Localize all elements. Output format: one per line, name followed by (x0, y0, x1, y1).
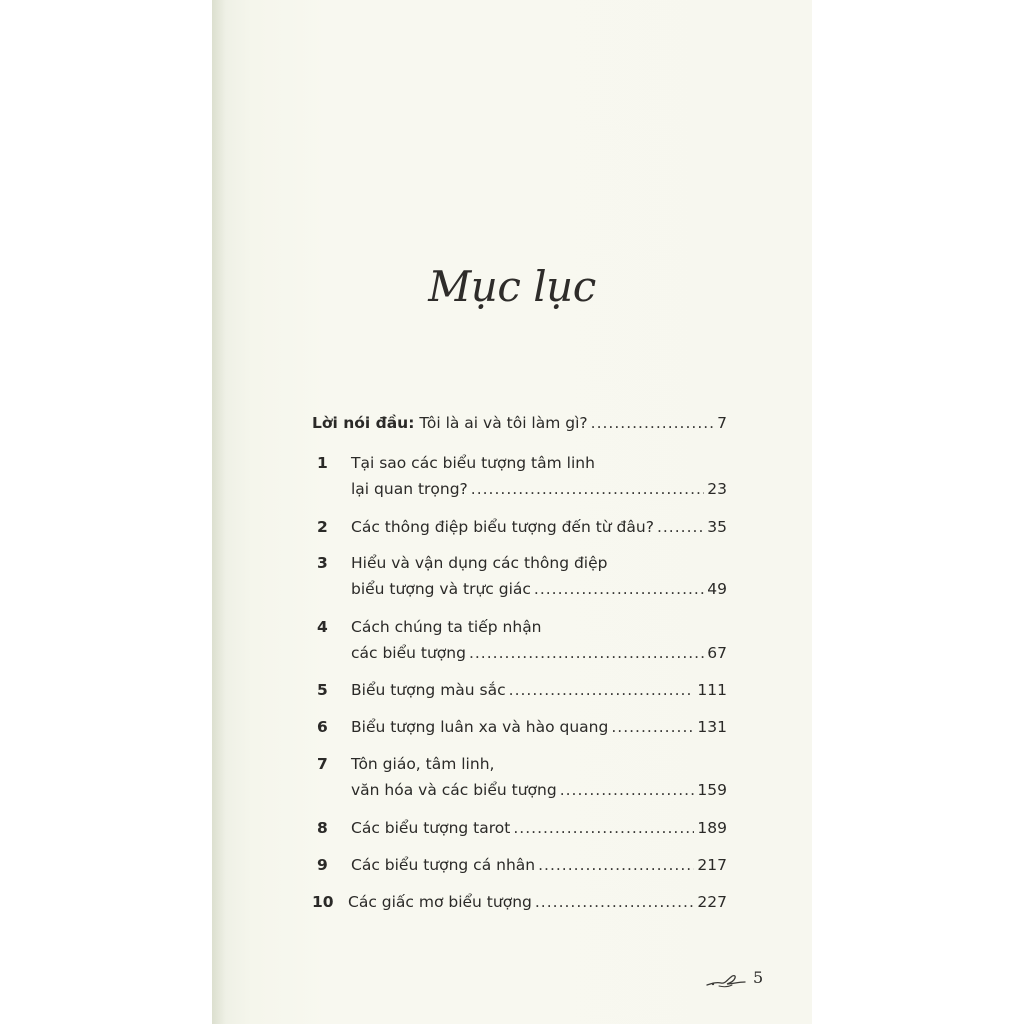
book-page (212, 0, 812, 1024)
chapter-title-line: Tại sao các biểu tượng tâm linh (351, 454, 595, 472)
toc-entry-chapter-8[interactable] (312, 815, 727, 841)
page-number: 227 (697, 893, 727, 911)
chapter-number: 9 (317, 856, 328, 874)
toc-entry-preface[interactable] (312, 410, 727, 436)
leader-dots (534, 576, 704, 602)
footer-page-number: 5 (753, 968, 764, 987)
page-number: 111 (697, 681, 727, 699)
leader-dots (657, 514, 704, 540)
chapter-title-line: Biểu tượng luân xa và hào quang (351, 718, 609, 736)
spine-shadow (212, 0, 226, 1024)
chapter-title-line: Các biểu tượng tarot (351, 819, 511, 837)
chapter-number: 8 (317, 819, 328, 837)
toc-entry-chapter-7[interactable] (312, 751, 727, 803)
leader-dots (591, 410, 714, 436)
toc-entry-chapter-6[interactable] (312, 714, 727, 740)
chapter-number: 2 (317, 518, 328, 536)
leader-dots (509, 677, 695, 703)
leader-dots (513, 815, 694, 841)
chapter-title-line: các biểu tượng (351, 644, 466, 662)
toc-entry-chapter-9[interactable] (312, 852, 727, 878)
chapter-number: 4 (317, 618, 328, 636)
chapter-number: 10 (312, 893, 334, 911)
toc-entry-chapter-4[interactable] (312, 614, 727, 666)
chapter-title-line: Biểu tượng màu sắc (351, 681, 506, 699)
chapter-title-line: lại quan trọng? (351, 480, 468, 498)
leader-dots (560, 777, 695, 803)
leader-dots (469, 640, 704, 666)
chapter-number: 6 (317, 718, 328, 736)
page-number: 67 (707, 644, 727, 662)
leader-dots (471, 476, 704, 502)
preface-lead: Lời nói đầu: (312, 414, 415, 432)
toc-entry-chapter-10[interactable] (312, 889, 727, 915)
page-number: 217 (697, 856, 727, 874)
chapter-title-line: Các biểu tượng cá nhân (351, 856, 536, 874)
chapter-title-line: Hiểu và vận dụng các thông điệp (351, 554, 608, 572)
chapter-title-line: Các giấc mơ biểu tượng (348, 893, 532, 911)
chapter-title-line: Tôn giáo, tâm linh, (351, 755, 495, 773)
leader-dots (538, 852, 694, 878)
leader-dots (535, 889, 695, 915)
page-number: 23 (707, 480, 727, 498)
chapter-title-line: biểu tượng và trực giác (351, 580, 531, 598)
toc-title: Mục lục (428, 262, 596, 311)
toc-entry-chapter-5[interactable] (312, 677, 727, 703)
toc-entry-chapter-2[interactable] (312, 514, 727, 540)
page-number: 189 (697, 819, 727, 837)
page-number: 49 (707, 580, 727, 598)
chapter-number: 5 (317, 681, 328, 699)
toc-entry-chapter-3[interactable] (312, 550, 727, 602)
leader-dots (611, 714, 694, 740)
page-number: 159 (697, 781, 727, 799)
chapter-title-line: Cách chúng ta tiếp nhận (351, 618, 542, 636)
page-number: 7 (717, 414, 727, 432)
page-footer (705, 966, 775, 996)
flourish-ornament-icon (705, 970, 749, 990)
toc-entry-chapter-1[interactable] (312, 450, 727, 502)
chapter-number: 1 (317, 454, 328, 472)
page-number: 35 (707, 518, 727, 536)
page-number: 131 (697, 718, 727, 736)
chapter-number: 3 (317, 554, 328, 572)
chapter-title-line: văn hóa và các biểu tượng (351, 781, 557, 799)
preface-text: Tôi là ai và tôi làm gì? (419, 414, 588, 432)
chapter-title-line: Các thông điệp biểu tượng đến từ đâu? (351, 518, 654, 536)
chapter-number: 7 (317, 755, 328, 773)
